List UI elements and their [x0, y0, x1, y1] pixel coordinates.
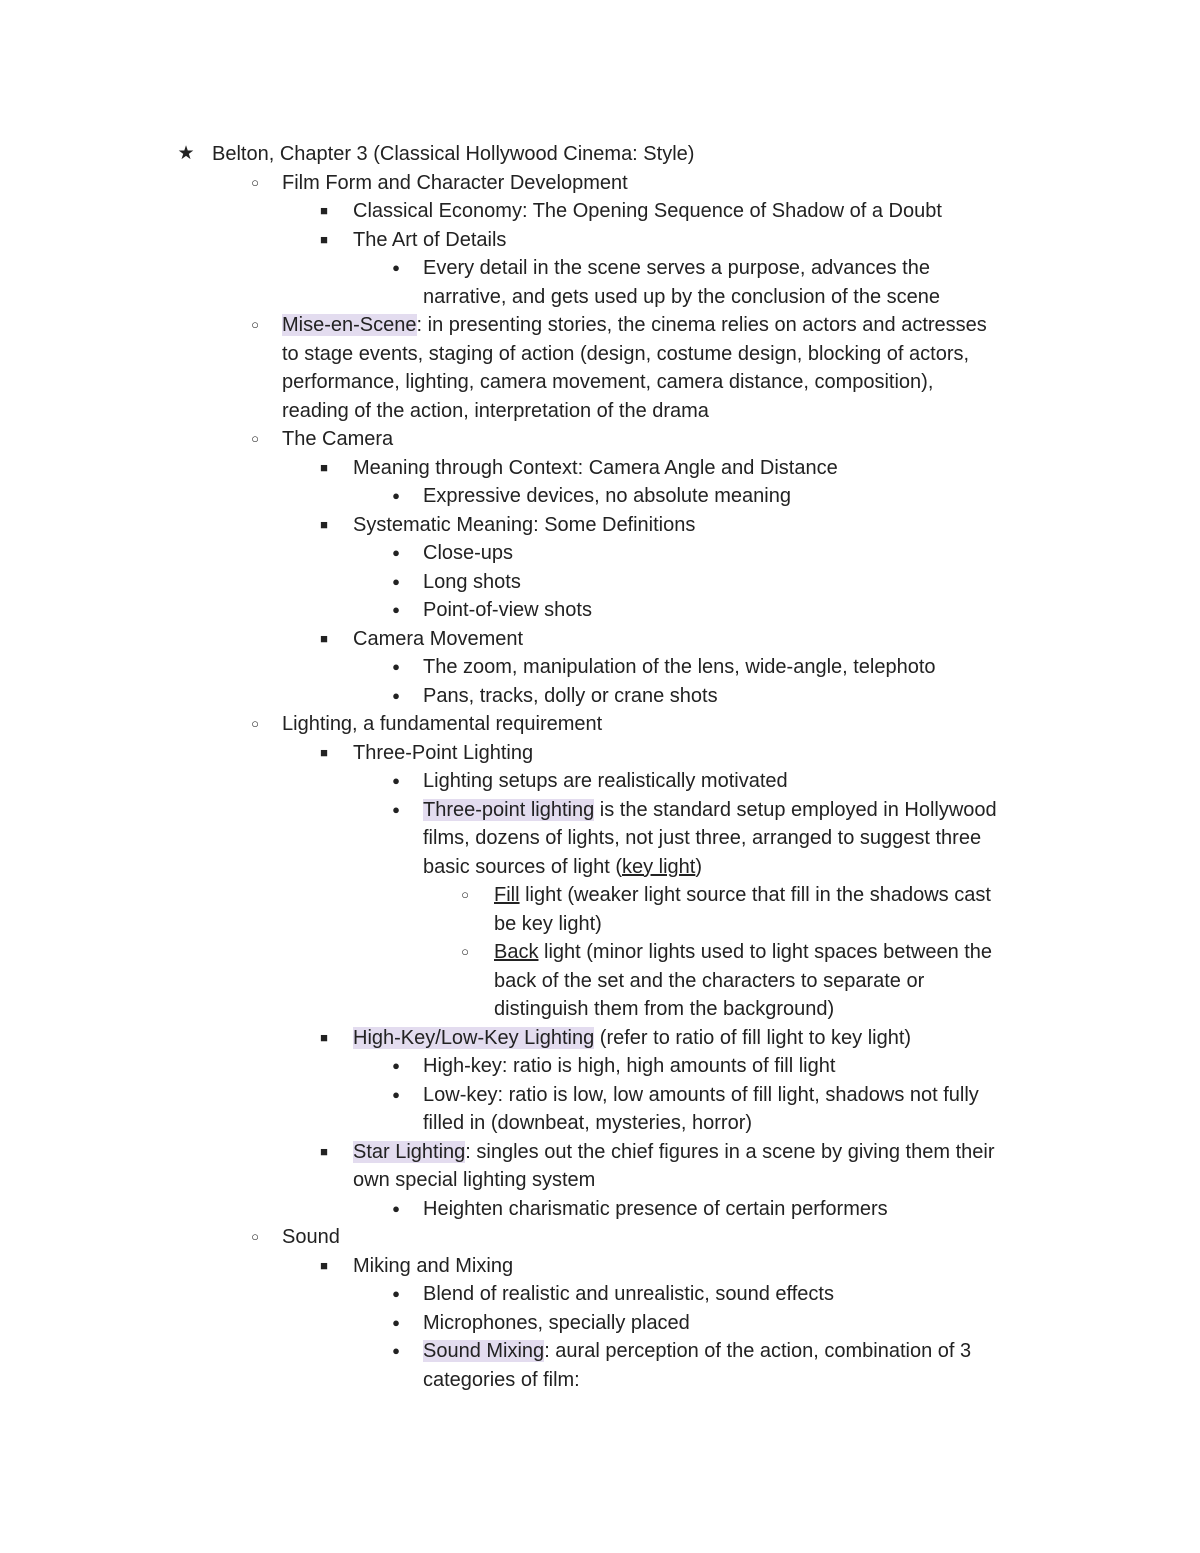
circle-bullet-icon: ○	[251, 431, 259, 446]
dot-bullet-icon: ●	[392, 1058, 400, 1073]
text-segment: Lighting setups are realistically motivated	[423, 770, 788, 792]
text-segment: Systematic Meaning: Some Definitions	[353, 513, 696, 536]
circle-bullet-icon: ○	[251, 716, 259, 731]
outline-item-line	[282, 368, 933, 397]
dot-bullet-icon: ●	[392, 1086, 400, 1102]
highlighted-term: Mise-en-Scene	[282, 314, 417, 336]
underlined-term: Back	[494, 941, 539, 963]
outline-item-line	[423, 1195, 888, 1224]
outline-item-line	[353, 1024, 911, 1053]
text-segment: High-key: ratio is high, high amounts of fill light	[423, 1055, 836, 1077]
text-segment: reading of the action, interpretation of the drama	[282, 399, 709, 422]
outline-item-line	[423, 596, 592, 625]
dot-bullet-icon: ●	[392, 1343, 400, 1358]
text-segment: : aural perception of the action, combination of 3	[544, 1340, 972, 1362]
text-segment: categories of film:	[423, 1368, 580, 1391]
text-segment: Film Form and Character Development	[282, 171, 628, 194]
outline-item-line	[282, 425, 393, 454]
text-segment: Heighten charismatic presence of certain performers	[423, 1197, 888, 1220]
outline-item-line	[423, 767, 788, 796]
highlighted-term: Sound Mixing	[423, 1340, 545, 1362]
square-bullet-icon: ■	[320, 744, 328, 760]
outline-item-line	[423, 1337, 971, 1366]
square-bullet-icon: ■	[320, 1257, 328, 1273]
underlined-term: Fill	[494, 884, 520, 906]
outline-item-line	[282, 169, 628, 198]
dot-bullet-icon: ●	[392, 659, 400, 674]
dot-bullet-icon: ●	[392, 488, 400, 503]
dot-bullet-icon: ●	[392, 1200, 400, 1216]
outline-item-line	[423, 1366, 580, 1395]
star-bullet-icon: ★	[177, 143, 195, 164]
highlighted-term: Star Lighting	[353, 1140, 466, 1163]
outline-item-line	[423, 853, 702, 882]
text-segment: Every detail in the scene serves a purpose, advances the	[423, 257, 930, 279]
text-segment: Three-Point Lighting	[353, 741, 534, 764]
text-segment: Point-of-view shots	[423, 599, 592, 621]
outline-item-line	[423, 1052, 835, 1081]
outline-item-line	[423, 682, 718, 711]
text-segment: Long shots	[423, 570, 521, 593]
outline-item-line	[494, 995, 834, 1024]
outline-item-line	[282, 710, 602, 739]
text-segment: Classical Economy: The Opening Sequence of Shadow of a Doubt	[353, 200, 942, 222]
outline-item-line	[423, 653, 936, 682]
text-segment: The zoom, manipulation of the lens, wide-angle, telephoto	[423, 656, 936, 678]
text-segment: Low-key: ratio is low, low amounts of fill light, shadows not fully	[423, 1083, 979, 1106]
text-segment: is the standard setup employed in Hollywood	[594, 798, 997, 821]
dot-bullet-icon: ●	[392, 687, 400, 703]
text-segment: Camera Movement	[353, 627, 524, 650]
square-bullet-icon: ■	[320, 459, 328, 475]
dot-bullet-icon: ●	[392, 260, 400, 275]
outline-item-line	[423, 283, 940, 312]
text-segment: basic sources of light (	[423, 855, 622, 878]
text-segment: be key light)	[494, 912, 602, 935]
circle-bullet-icon: ○	[461, 944, 469, 959]
outline-item-line	[423, 482, 791, 511]
circle-bullet-icon: ○	[461, 887, 469, 902]
outline-item-line	[423, 824, 981, 853]
dot-bullet-icon: ●	[392, 1314, 400, 1330]
text-segment: distinguish them from the background)	[494, 998, 835, 1020]
circle-bullet-icon: ○	[251, 174, 259, 190]
circle-bullet-icon: ○	[251, 1229, 259, 1244]
text-segment: Close-ups	[423, 542, 514, 564]
outline-item-line	[353, 1252, 513, 1281]
outline-item-line	[353, 454, 838, 483]
dot-bullet-icon: ●	[392, 545, 400, 560]
outline-item-line	[282, 1223, 340, 1252]
dot-bullet-icon: ●	[392, 602, 400, 617]
text-segment: Blend of realistic and unrealistic, sound effects	[423, 1283, 834, 1305]
text-segment: Belton, Chapter 3 (Classical Hollywood Cinema: Style)	[212, 143, 695, 165]
dot-bullet-icon: ●	[392, 773, 400, 788]
outline-item-line	[494, 967, 924, 996]
text-segment: The Camera	[282, 428, 394, 450]
square-bullet-icon: ■	[320, 630, 328, 646]
circle-bullet-icon: ○	[251, 317, 259, 332]
text-segment: light (minor lights used to light spaces between the	[538, 941, 993, 963]
outline-item-line	[353, 1166, 595, 1195]
outline-item-line	[423, 1280, 834, 1309]
text-segment: narrative, and gets used up by the conclusion of the scene	[423, 285, 941, 308]
outline-item-line	[423, 1309, 690, 1338]
outline-item-line	[423, 254, 930, 283]
text-segment: Miking and Mixing	[353, 1254, 514, 1277]
text-segment: )	[695, 855, 703, 878]
text-segment: own special lighting system	[353, 1169, 596, 1191]
square-bullet-icon: ■	[320, 1029, 328, 1045]
underlined-term: key light	[621, 855, 696, 878]
text-segment: : singles out the chief figures in a scene by giving them their	[465, 1140, 995, 1163]
outline-item-line	[353, 1138, 994, 1167]
text-segment: filled in (downbeat, mysteries, horror)	[423, 1112, 753, 1134]
outline-item-line	[353, 739, 533, 768]
square-bullet-icon: ■	[320, 231, 328, 247]
outline-item-line	[353, 197, 942, 226]
text-segment: Sound	[282, 1226, 340, 1248]
square-bullet-icon: ■	[320, 1143, 328, 1159]
dot-bullet-icon: ●	[392, 1286, 400, 1301]
dot-bullet-icon: ●	[392, 801, 400, 817]
outline-item-line	[494, 938, 992, 967]
text-segment: Lighting, a fundamental requirement	[282, 713, 603, 735]
outline-item-line	[282, 340, 969, 369]
outline-item-line	[494, 881, 991, 910]
square-bullet-icon: ■	[320, 516, 328, 532]
text-segment: The Art of Details	[353, 228, 507, 251]
outline-item-line	[353, 226, 506, 255]
highlighted-term: High-Key/Low-Key Lighting	[353, 1026, 595, 1049]
outline-item-line	[353, 625, 523, 654]
text-segment: performance, lighting, camera movement, camera distance, composition),	[282, 371, 934, 393]
text-segment: : in presenting stories, the cinema relies on actors and actresses	[416, 314, 987, 336]
outline-item-line	[353, 511, 695, 540]
text-segment: Microphones, specially placed	[423, 1311, 690, 1334]
outline-item-line	[423, 568, 521, 597]
dot-bullet-icon: ●	[392, 573, 400, 589]
text-segment: (refer to ratio of fill light to key light)	[594, 1026, 912, 1049]
outline-item-line	[423, 796, 997, 825]
text-segment: Meaning through Context: Camera Angle and Distance	[353, 456, 838, 479]
outline-item-line	[282, 311, 987, 340]
text-segment: films, dozens of lights, not just three, arranged to suggest three	[423, 827, 982, 849]
text-segment: to stage events, staging of action (design, costume design, blocking of actors,	[282, 342, 970, 365]
text-segment: back of the set and the characters to separate or	[494, 969, 925, 992]
text-segment: Expressive devices, no absolute meaning	[423, 485, 791, 507]
outline-item-line	[212, 140, 694, 169]
outline-item-line	[282, 397, 709, 426]
square-bullet-icon: ■	[320, 203, 328, 218]
outline-item-line	[423, 539, 513, 568]
text-segment: Pans, tracks, dolly or crane shots	[423, 684, 718, 707]
outline-item-line	[423, 1081, 979, 1110]
text-segment: light (weaker light source that fill in the shadows cast	[519, 884, 991, 906]
outline-item-line	[494, 910, 602, 939]
outline-item-line	[423, 1109, 752, 1138]
highlighted-term: Three-point lighting	[423, 798, 595, 821]
